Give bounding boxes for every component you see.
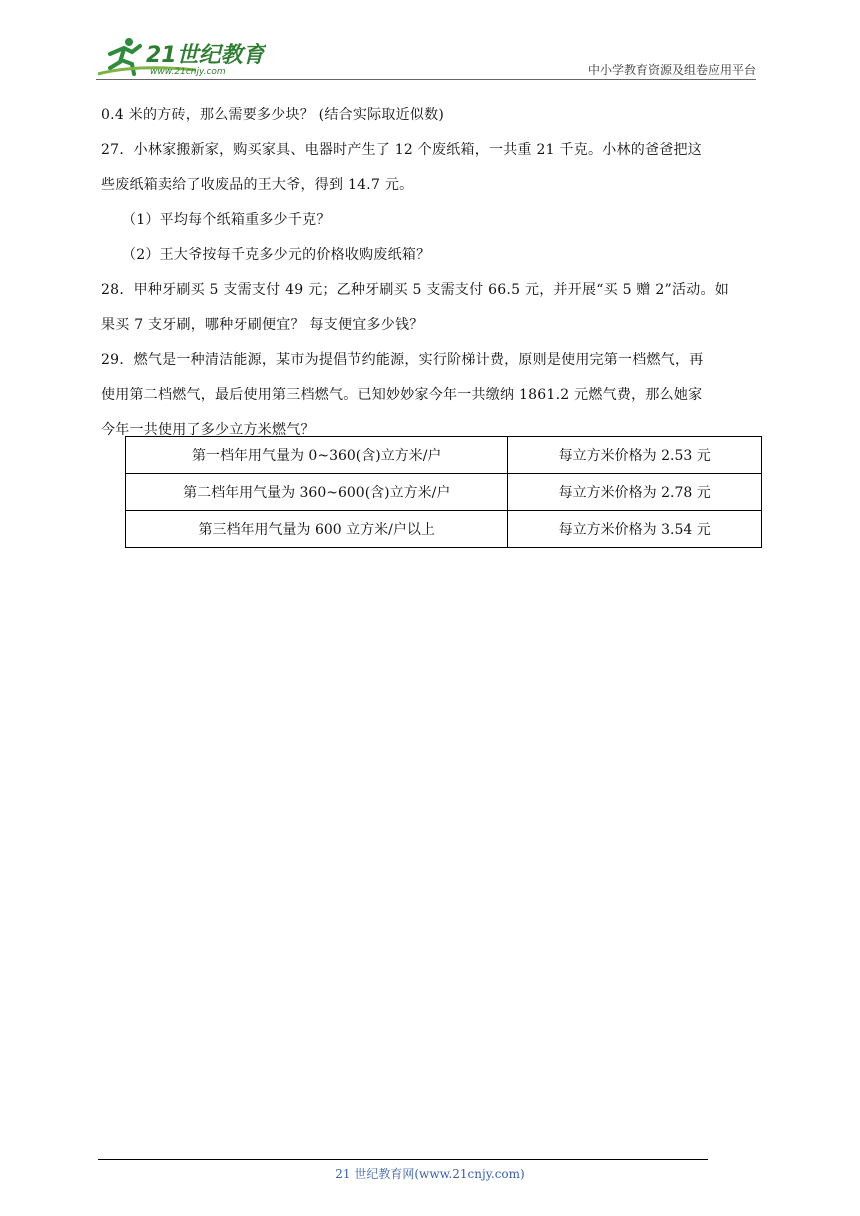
text-line: 果买 7 支牙刷，哪种牙刷便宜？ 每支便宜多少钱？ [101,317,424,333]
table-row [126,437,762,474]
table-cell: 每立方米价格为 2.78 元 [508,474,762,511]
text-line: 使用第二档燃气，最后使用第三档燃气。已知妙妙家今年一共缴纳 1861.2 元燃气费，那么她家 [101,387,703,403]
table-cell: 每立方米价格为 3.54 元 [508,511,762,548]
logo-text: 21世纪教育 [146,43,265,68]
footer-divider [98,1159,708,1160]
text-line: 些废纸箱卖给了收废品的王大爷，得到 14.7 元。 [101,177,414,193]
table-cell: 第二档年用气量为 360~600(含)立方米/户 [126,474,508,511]
gas-price-table [125,436,762,548]
table-cell: 第三档年用气量为 600 立方米/户以上 [126,511,508,548]
site-logo [96,34,266,78]
question-content [101,103,761,453]
table-cell: 第一档年用气量为 0~360(含)立方米/户 [126,437,508,474]
text-line: 今年一共使用了多少立方米燃气？ [101,422,315,438]
sub-question-2: （2）王大爷按每千克多少元的价格收购废纸箱？ [122,247,431,263]
table-row [126,474,762,511]
question-27: 27．小林家搬新家，购买家具、电器时产生了 12 个废纸箱，一共重 21 千克。小林的爸爸把这 [101,142,702,158]
question-28: 28．甲种牙刷买 5 支需支付 49 元；乙种牙刷买 5 支需支付 66.5 元，并开展“买 5 赠 2”活动。如 [101,282,729,298]
footer-text: 21 世纪教育网(www.21cnjy.com) [335,1167,525,1181]
logo-url: www.21cnjy.com [150,67,226,77]
sub-question-1: （1）平均每个纸箱重多少千克？ [122,212,331,228]
question-29: 29．燃气是一种清洁能源，某市为提倡节约能源，实行阶梯计费，原则是使用完第一档燃气，再 [101,352,704,368]
running-figure-logo-icon [96,34,266,78]
table-row [126,511,762,548]
table-cell: 每立方米价格为 2.53 元 [508,437,762,474]
platform-name: 中小学教育资源及组卷应用平台 [587,63,756,77]
text-line: 0.4 米的方砖，那么需要多少块？ (结合实际取近似数) [101,107,445,123]
header-divider [96,79,756,80]
